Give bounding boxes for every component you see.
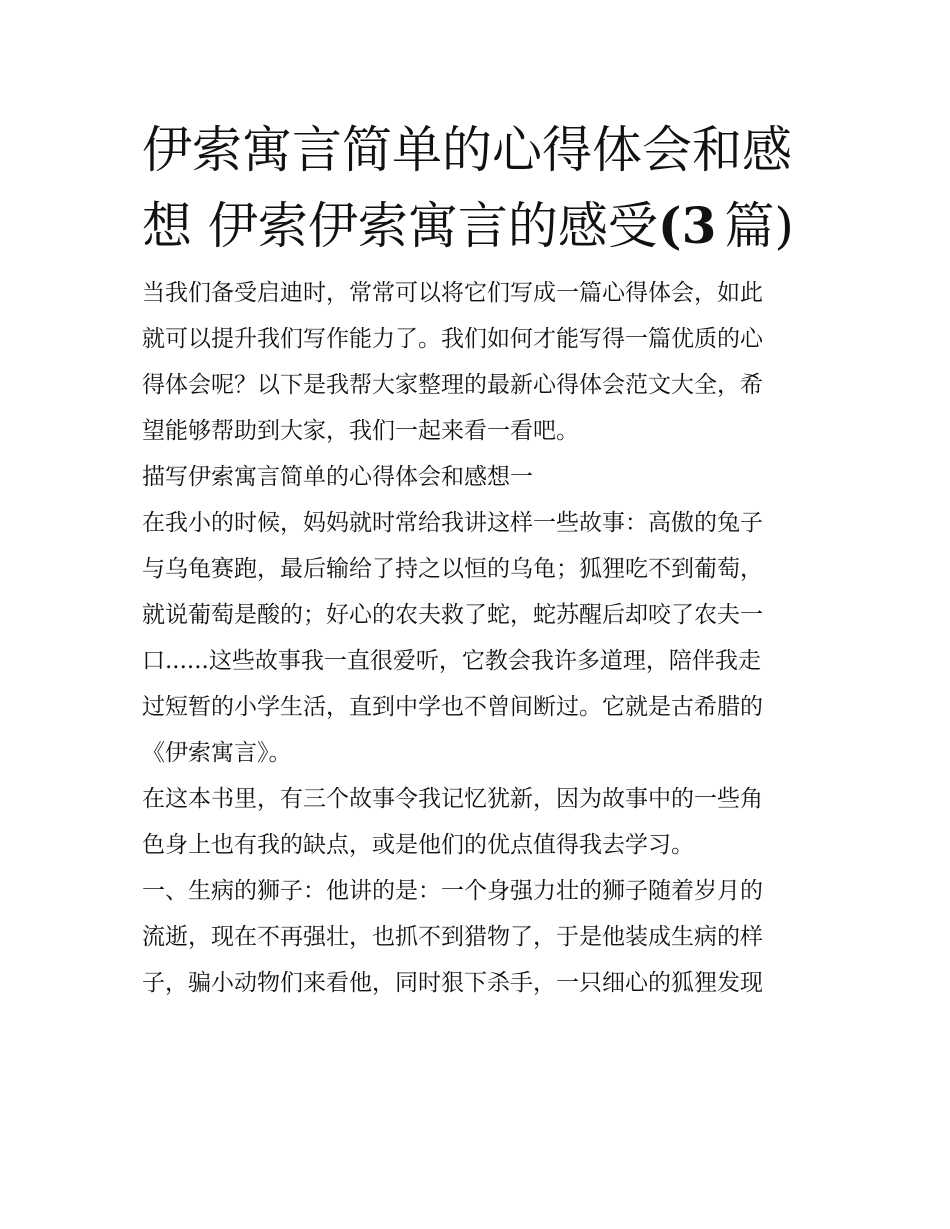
body-line: 过短暂的小学生活，直到中学也不曾间断过。它就是古希腊的 xyxy=(142,694,763,720)
body-line: 望能够帮助到大家，我们一起来看一看吧。 xyxy=(142,418,579,444)
body-line: 色身上也有我的缺点，或是他们的优点值得我去学习。 xyxy=(142,832,694,858)
section-heading: 描写伊索寓言简单的心得体会和感想一 xyxy=(142,464,533,490)
document-body xyxy=(142,270,814,1006)
body-line: 口......这些故事我一直很爱听，它教会我许多道理，陪伴我走 xyxy=(142,648,761,674)
body-line: 流逝，现在不再强壮，也抓不到猎物了，于是他装成生病的样 xyxy=(142,924,763,950)
body-line: 就说葡萄是酸的；好心的农夫救了蛇，蛇苏醒后却咬了农夫一 xyxy=(142,602,763,628)
title-line-2c: 篇) xyxy=(724,197,794,255)
body-line: 当我们备受启迪时，常常可以将它们写成一篇心得体会，如此 xyxy=(142,280,763,306)
document-title xyxy=(142,113,814,264)
body-line: 在我小的时候，妈妈就时常给我讲这样一些故事：高傲的兔子 xyxy=(142,510,763,536)
body-line: 《伊索寓言》。 xyxy=(142,740,292,766)
body-line: 在这本书里，有三个故事令我记忆犹新，因为故事中的一些角 xyxy=(142,786,763,812)
body-line: 子，骗小动物们来看他，同时狠下杀手，一只细心的狐狸发现 xyxy=(142,970,763,996)
title-line-2a: 想 伊索伊索寓言的感受 xyxy=(142,197,658,255)
document-page xyxy=(142,113,814,1006)
body-line: 得体会呢？以下是我帮大家整理的最新心得体会范文大全，希 xyxy=(142,372,763,398)
title-line-2b: (3 xyxy=(657,196,717,255)
body-line: 与乌龟赛跑，最后输给了持之以恒的乌龟；狐狸吃不到葡萄， xyxy=(142,556,763,582)
body-line: 就可以提升我们写作能力了。我们如何才能写得一篇优质的心 xyxy=(142,326,763,352)
title-line-1: 伊索寓言简单的心得体会和感 xyxy=(142,121,792,179)
body-line: 一、生病的狮子：他讲的是：一个身强力壮的狮子随着岁月的 xyxy=(142,878,763,904)
